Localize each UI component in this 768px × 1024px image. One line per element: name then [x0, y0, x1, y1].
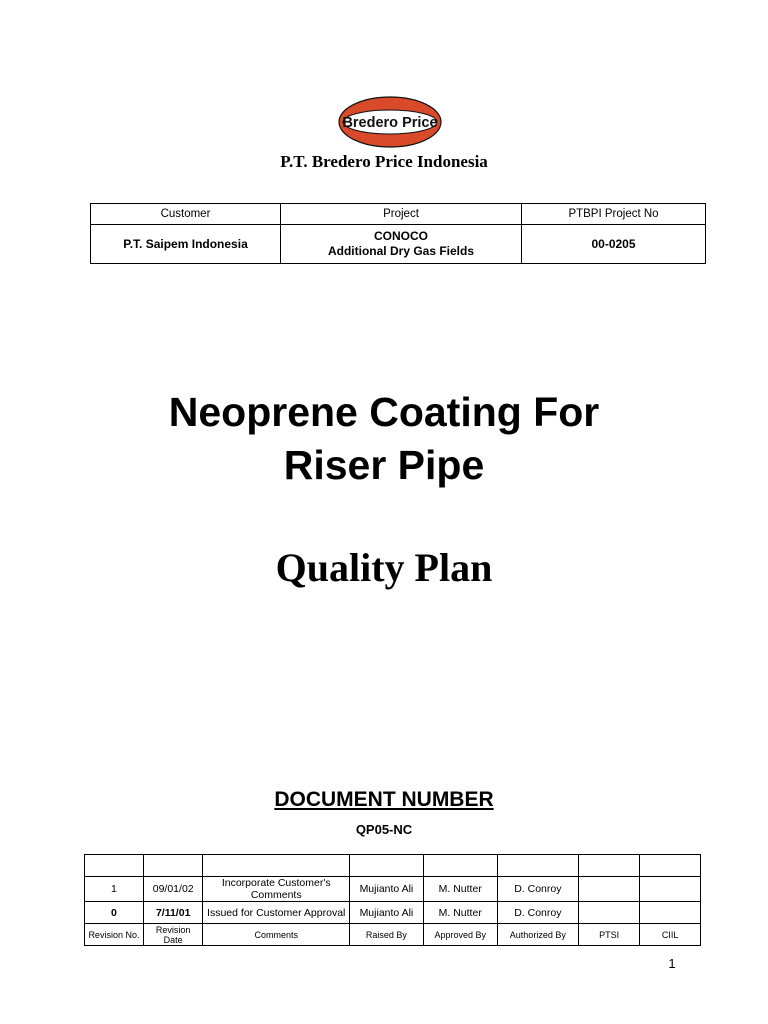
approved-by: M. Nutter [423, 877, 497, 902]
revision-footer-row [85, 924, 701, 946]
document-number: QP05-NC [355, 822, 413, 837]
ciil [640, 877, 701, 902]
bredero-price-logo [338, 96, 442, 148]
info-header-row [91, 204, 706, 225]
rev-cell [497, 855, 578, 877]
raised-by: Mujianto Ali [349, 877, 423, 902]
approved-by: M. Nutter [423, 902, 497, 924]
title-line-1: Neoprene Coating For [168, 389, 600, 435]
rev-cell [349, 855, 423, 877]
revision-date: 09/01/02 [143, 877, 203, 902]
revision-comments: Incorporate Customer's Comments [203, 877, 350, 902]
rev-cell [423, 855, 497, 877]
project-line-1: CONOCO [374, 229, 428, 243]
raised-by: Mujianto Ali [349, 902, 423, 924]
ciil [640, 902, 701, 924]
ptsi [579, 877, 640, 902]
project-info-table [90, 203, 706, 264]
rev-cell [143, 855, 203, 877]
document-number-label: DOCUMENT NUMBER [274, 788, 494, 811]
project-no-value: 00-0205 [522, 225, 706, 264]
footer-comments: Comments [203, 924, 350, 946]
footer-revision-no: Revision No. [85, 924, 144, 946]
revision-no: 1 [85, 877, 144, 902]
customer-header: Customer [91, 204, 281, 225]
rev-cell [579, 855, 640, 877]
footer-ciil: CIIL [640, 924, 701, 946]
company-name: P.T. Bredero Price Indonesia [280, 152, 488, 171]
project-line-2: Additional Dry Gas Fields [327, 244, 475, 258]
document-title [0, 386, 768, 492]
revision-row-empty [85, 855, 701, 877]
project-no-header: PTBPI Project No [522, 204, 706, 225]
revision-date: 7/11/01 [143, 902, 203, 924]
authorized-by: D. Conroy [497, 902, 578, 924]
rev-cell [203, 855, 350, 877]
rev-cell [85, 855, 144, 877]
document-subtitle: Quality Plan [275, 545, 493, 590]
revision-row-0 [85, 902, 701, 924]
ptsi [579, 902, 640, 924]
project-header: Project [281, 204, 522, 225]
customer-value: P.T. Saipem Indonesia [91, 225, 281, 264]
page-number: 1 [668, 956, 676, 971]
info-value-row [91, 225, 706, 264]
footer-approved-by: Approved By [423, 924, 497, 946]
footer-authorized-by: Authorized By [497, 924, 578, 946]
rev-cell [640, 855, 701, 877]
project-value [281, 225, 522, 264]
footer-ptsi: PTSI [579, 924, 640, 946]
revision-comments: Issued for Customer Approval [203, 902, 350, 924]
revision-no: 0 [85, 902, 144, 924]
authorized-by: D. Conroy [497, 877, 578, 902]
revision-table [84, 854, 701, 946]
footer-revision-date: Revision Date [143, 924, 203, 946]
logo-text: Bredero Price [342, 115, 438, 131]
footer-raised-by: Raised By [349, 924, 423, 946]
revision-row-1 [85, 877, 701, 902]
title-line-2: Riser Pipe [283, 442, 485, 488]
